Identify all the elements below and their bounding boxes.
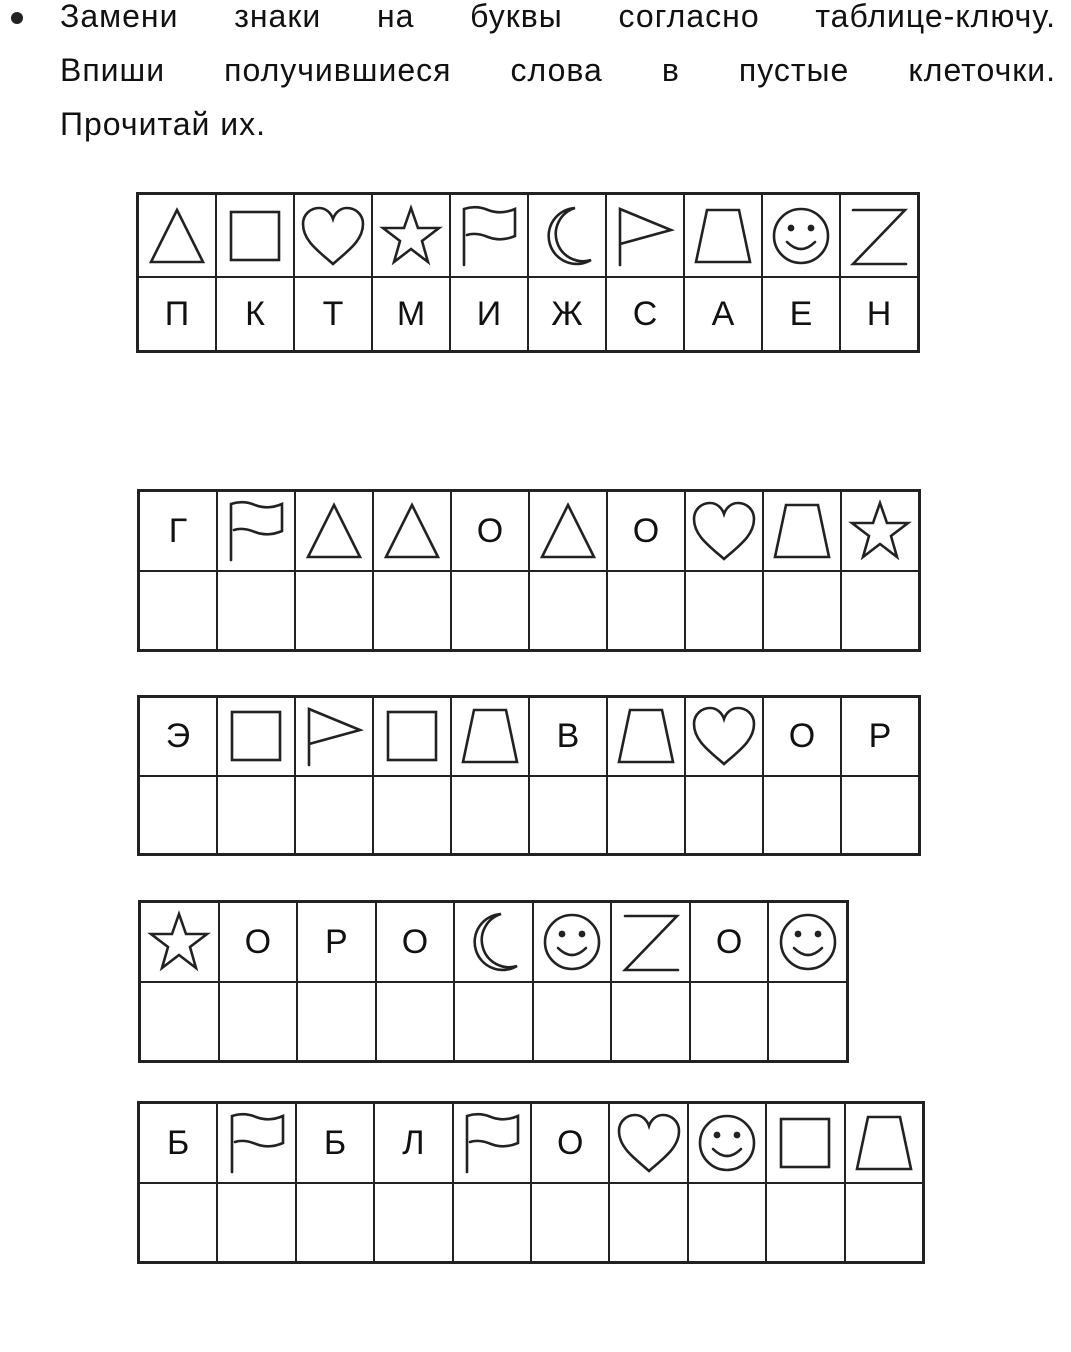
key-letter-cell: Е (763, 278, 839, 350)
key-symbol-cell (295, 195, 371, 276)
flag-icon (223, 1109, 291, 1177)
flag-icon (222, 497, 290, 565)
answer-cell[interactable] (686, 777, 762, 854)
heart-icon (690, 497, 758, 565)
z-icon (617, 908, 685, 976)
puzzle-symbol-cell (610, 1104, 686, 1182)
crescent-icon (459, 908, 527, 976)
answer-cell[interactable] (296, 572, 372, 650)
puzzle-symbol-cell (218, 492, 294, 570)
answer-cell[interactable] (296, 777, 372, 854)
answer-cell[interactable] (140, 777, 216, 854)
answer-cell[interactable] (218, 572, 294, 650)
key-symbol-cell (763, 195, 839, 276)
key-symbol-cell (529, 195, 605, 276)
key-symbol-cell (217, 195, 293, 276)
key-symbol-cell (451, 195, 527, 276)
puzzle-symbol-cell (530, 492, 606, 570)
answer-cell[interactable] (842, 777, 918, 854)
puzzle-symbol-cell (374, 492, 450, 570)
puzzle-letter-cell: Р (842, 698, 918, 775)
key-letter-cell: Т (295, 278, 371, 350)
answer-cell[interactable] (374, 572, 450, 650)
answer-cell[interactable] (610, 1184, 686, 1262)
puzzle-letter-cell: О (608, 492, 684, 570)
triangle-icon (143, 202, 211, 270)
square-icon (221, 202, 289, 270)
puzzle-grid-3 (138, 900, 849, 1063)
answer-cell[interactable] (220, 983, 297, 1061)
answer-cell[interactable] (532, 1184, 608, 1262)
trapezoid-icon (612, 702, 680, 770)
puzzle-symbol-cell (686, 492, 762, 570)
answer-cell[interactable] (767, 1184, 843, 1262)
key-letter-cell: С (607, 278, 683, 350)
key-symbol-cell (139, 195, 215, 276)
trapezoid-icon (768, 497, 836, 565)
puzzle-letter-cell: О (764, 698, 840, 775)
puzzle-letter-cell: О (691, 903, 768, 981)
heart-icon (690, 702, 758, 770)
key-table (136, 192, 920, 353)
answer-cell[interactable] (454, 1184, 530, 1262)
square-icon (222, 702, 290, 770)
triangle-icon (300, 497, 368, 565)
heart-icon (615, 1109, 683, 1177)
puzzle-letter-cell: О (220, 903, 297, 981)
puzzle-grid-1 (137, 489, 921, 652)
smiley-icon (774, 908, 842, 976)
puzzle-grid-4 (137, 1101, 925, 1264)
answer-cell[interactable] (298, 983, 375, 1061)
answer-cell[interactable] (455, 983, 532, 1061)
instructions (0, 0, 1071, 150)
puzzle-symbol-cell (296, 698, 372, 775)
star-icon (377, 202, 445, 270)
star-icon (145, 908, 213, 976)
trapezoid-icon (456, 702, 524, 770)
crescent-icon (533, 202, 601, 270)
answer-cell[interactable] (686, 572, 762, 650)
puzzle-letter-cell: Р (298, 903, 375, 981)
bullet-icon (11, 12, 23, 24)
key-letter-cell: Н (841, 278, 917, 350)
smiley-icon (538, 908, 606, 976)
answer-cell[interactable] (612, 983, 689, 1061)
puzzle-symbol-cell (764, 492, 840, 570)
instruction-line-2: Впиши получившиеся слова в пустые клеточки. (60, 52, 1056, 88)
puzzle-symbol-cell (689, 1104, 765, 1182)
triangle-icon (534, 497, 602, 565)
instruction-line-1: Замени знаки на буквы согласно таблице-ключу. (60, 0, 1056, 34)
key-symbol-cell (685, 195, 761, 276)
answer-cell[interactable] (764, 572, 840, 650)
square-icon (771, 1109, 839, 1177)
answer-cell[interactable] (297, 1184, 373, 1262)
puzzle-symbol-cell (608, 698, 684, 775)
puzzle-letter-cell: Л (375, 1104, 451, 1182)
puzzle-symbol-cell (218, 698, 294, 775)
puzzle-symbol-cell (846, 1104, 922, 1182)
key-symbol-cell (607, 195, 683, 276)
puzzle-letter-cell: Б (140, 1104, 216, 1182)
answer-cell[interactable] (530, 777, 606, 854)
puzzle-grid-2 (137, 695, 921, 856)
puzzle-symbol-cell (455, 903, 532, 981)
smiley-icon (767, 202, 835, 270)
key-letter-cell: К (217, 278, 293, 350)
puzzle-letter-cell: О (532, 1104, 608, 1182)
triangle-icon (378, 497, 446, 565)
answer-cell[interactable] (452, 572, 528, 650)
puzzle-symbol-cell (612, 903, 689, 981)
key-symbol-cell (841, 195, 917, 276)
puzzle-symbol-cell (767, 1104, 843, 1182)
puzzle-symbol-cell (218, 1104, 294, 1182)
answer-cell[interactable] (140, 1184, 216, 1262)
instruction-line-3: Прочитай их. (60, 106, 267, 142)
answer-cell[interactable] (375, 1184, 451, 1262)
square-icon (378, 702, 446, 770)
key-letter-cell: П (139, 278, 215, 350)
puzzle-letter-cell: В (530, 698, 606, 775)
puzzle-letter-cell: Г (140, 492, 216, 570)
puzzle-symbol-cell (141, 903, 218, 981)
answer-cell[interactable] (691, 983, 768, 1061)
trapezoid-icon (689, 202, 757, 270)
answer-cell[interactable] (218, 1184, 294, 1262)
puzzle-symbol-cell (842, 492, 918, 570)
heart-icon (299, 202, 367, 270)
puzzle-symbol-cell (769, 903, 846, 981)
puzzle-symbol-cell (452, 698, 528, 775)
answer-cell[interactable] (689, 1184, 765, 1262)
puzzle-symbol-cell (534, 903, 611, 981)
puzzle-letter-cell: О (377, 903, 454, 981)
flag-icon (455, 202, 523, 270)
answer-cell[interactable] (141, 983, 218, 1061)
key-letter-cell: И (451, 278, 527, 350)
z-icon (845, 202, 913, 270)
key-letter-cell: А (685, 278, 761, 350)
answer-cell[interactable] (140, 572, 216, 650)
puzzle-letter-cell: О (452, 492, 528, 570)
answer-cell[interactable] (530, 572, 606, 650)
key-letter-cell: Ж (529, 278, 605, 350)
answer-cell[interactable] (377, 983, 454, 1061)
pennant-icon (300, 702, 368, 770)
answer-cell[interactable] (374, 777, 450, 854)
star-icon (846, 497, 914, 565)
trapezoid-icon (850, 1109, 918, 1177)
puzzle-symbol-cell (686, 698, 762, 775)
key-letter-cell: М (373, 278, 449, 350)
puzzle-symbol-cell (374, 698, 450, 775)
answer-cell[interactable] (452, 777, 528, 854)
puzzle-letter-cell: Э (140, 698, 216, 775)
answer-cell[interactable] (846, 1184, 922, 1262)
answer-cell[interactable] (764, 777, 840, 854)
answer-cell[interactable] (218, 777, 294, 854)
answer-cell[interactable] (769, 983, 846, 1061)
answer-cell[interactable] (842, 572, 918, 650)
answer-cell[interactable] (608, 777, 684, 854)
puzzle-symbol-cell (454, 1104, 530, 1182)
puzzle-letter-cell: Б (297, 1104, 373, 1182)
smiley-icon (693, 1109, 761, 1177)
answer-cell[interactable] (534, 983, 611, 1061)
key-symbol-cell (373, 195, 449, 276)
puzzle-symbol-cell (296, 492, 372, 570)
answer-cell[interactable] (608, 572, 684, 650)
flag-icon (458, 1109, 526, 1177)
pennant-icon (611, 202, 679, 270)
